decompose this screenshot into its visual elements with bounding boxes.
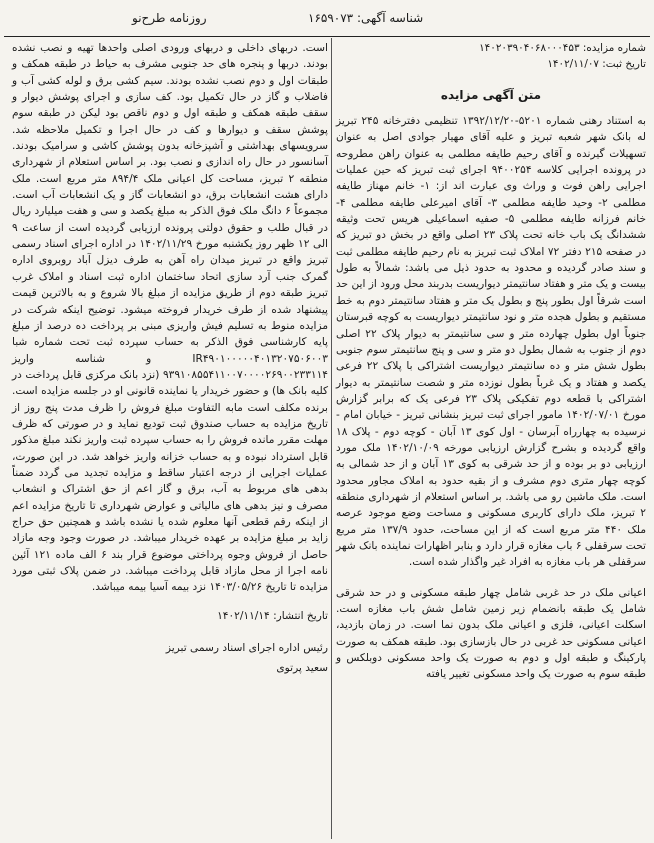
signer-name: سعید پرتوی [276,662,328,675]
registration-date: تاریخ ثبت: ۱۴۰۲/۱۱/۰۷ [547,58,646,71]
column-divider [331,38,332,839]
notice-id: شناسه آگهی: ۱۶۵۹۰۷۳ [308,11,424,25]
signature-block [12,640,328,677]
header-bar [4,4,650,37]
right-column [336,40,646,839]
notice-page [4,4,650,839]
auction-number: شماره مزایده: ۱۴۰۲۰۳۹۰۴۰۶۸۰۰۰۴۵۳ [479,42,646,54]
publish-date: تاریخ انتشار: ۱۴۰۲/۱۱/۱۴ [217,609,328,622]
notice-title: متن آگهی مزایده [440,87,542,102]
signer-title: رئیس اداره اجرای اسناد رسمی تبریز [165,642,328,655]
body-paragraph-3: است. دربهای داخلی و دربهای ورودی اصلی واحدها تهیه و نصب نشده بودند. دربها و پنجره های حد جنوبی مشرف به حیاط در طبقه همکف و طبقات اول و دوم نصب نشده بودند. سیم کشی برق و لوله کشی آب و فاضلاب و گاز در حال تکمیل بود. کف سازی و اجرای پوشش دیوار و سقف طبقه همکف و طبقه اول و دوم ناقص بود لیکن در طبقه سوم پوشش سقف و دیوارها و کف در حال اجرا و تکمیل ملاحظه شد. سرویسهای بهداشتی و آشپزخانه بدون پوشش کاشی و سرامیک بودند. آسانسور در حال راه اندازی و نصب بود. بر اساس استعلام از شهرداری منطقه ۲ تبریز، مساحت کل اعیانی ملک ۸۹۴/۴ متر مربع است. ملک دارای هشت انشعابات برق، دو انشعابات گاز و یک انشعابات آب است. مجموعاً ۶ دانگ ملک فوق الذکر به مبلغ یکصد و سی و هفت میلیارد ریال در قبال طلب و حقوق دولتی پرونده ارزیابی گردیده است از ساعت ۹ الی ۱۲ ظهر روز یکشنبه مورخ ۱۴۰۲/۱۱/۲۹ در اداره اجرای اسناد رسمی تبریز واقع در تبریز میدان راه آهن به طرف دیزل آباد روبروی اداره گمرک جنب آرد سازی اتحاد ساختمان اداره ثبت اسناد و املاک غرب تبریز طبقه دوم از طریق مزایده از مبلغ بالا شروع و به بالاترین قیمت پیشنهاد شده از طرف خریدار فروخته میشود. توضیح اینکه شرکت در مزایده منوط به تسلیم فیش واریزی مبنی بر پرداخت ده درصد از مبلغ پایه کارشناسی فوق الذکر به حساب سپرده ثبت تحت شماره شبا IR۴۹۰۱۰۰۰۰۰۴۰۱۳۲۰۷۵۰۶۰۰۳ و شناسه واریز ۹۳۹۱۰۸۵۵۴۱۱۰۰۷۰۰۰۰۲۶۹۰۰۲۳۳۱۱۴ (نزد بانک مرکزی قابل پرداخت در کلیه بانک ها) و حضور خریدار یا نماینده قانونی او در جلسه مزایده است. برنده مکلف است مابه التفاوت مبلغ فروش را ظرف مدت پنج روز از تاریخ مزایده به حساب صندوق ثبت تودیع نماید و در صورتی که ظرف مهلت مقرر مانده فروش را به حساب سپرده ثبت واریز نکند مبلغ مذکور قابل استرداد نبوده و به حساب خزانه واریز خواهد شد. در این صورت، عملیات اجرایی از درجه اعتبار ساقط و مزایده تجدید می گردد ضمناً بدهی های مربوط به آب، برق و گاز اعم از حق اشتراک و انشعاب مصرف و نیز بدهی های مالیاتی و عوارض شهرداری تا تاریخ مزایده اعم از اینکه رقم قطعی آنها معلوم شده یا نشده باشد و همچنین حق حراج زاید بر مبلغ مزایده بر عهده خریدار میباشد. در صورت وجود وجه مازاد حاصل از فروش وجوه پرداختی موضوع قرار بند ۶ الف ماده ۱۲۱ آئین نامه اجرا از محل مازاد قابل پرداخت میباشد. در ضمن پلاک ثبتی مورد مزایده تا تاریخ ۱۴۰۳/۰۵/۲۶ نزد بیمه آسیا بیمه میباشد. [12,42,329,594]
newspaper-name: روزنامه طرح‌نو [132,11,207,25]
body-paragraph-2: اعیانی ملک در حد غربی شامل چهار طبقه مسکونی و در حد شرقی شامل یک طبقه بانضمام زیر زمین شامل شش باب مغازه است. اسکلت اعیانی، فلزی و اعیانی ملک بدون نما است. در زمان بازدید، اعیانی مسکونی حد غربی در حال بازسازی بود. طبقه همکف به صورت پارکینگ و طبقه اول و دوم به صورت یک واحد مسکونی دوبلکس و طبقه سوم به صورت یک واحد مسکونی تغییر یافته [336,586,646,681]
left-column [12,40,328,839]
body-paragraph-1: به استناد رهنی شماره ۵۲۰۱-۱۳۹۲/۱۲/۲۰ تنظیمی دفترخانه ۲۴۵ تبریز له بانک شهر شعبه تبریز و علیه آقای مهیار جوادی اصل به عنوان تسهیلات گیرنده و آقای رحیم طایفه مطلمی به عنوان راهن مطروحه در پرونده اجرایی کلاسه ۹۴۰۰۲۵۴ اجرای ثبت تبریز که حین عملیات اجرایی راهن فوت و وراث وی عبارت اند از: ۱- خانم مهناز طایفه مطلمی ۲- وحید طایفه مطلمی ۳- آقای امیرعلی طایفه مطلمی ۴- خانم فرزانه طایفه مطلمی ۵- صفیه اسماعیلی هریس تحت وثیقه ششدانگ یک باب خانه تحت پلاک ۲۳ اصلی واقع در بخش دو تبریز که در صفحه ۲۱۵ دفتر ۷۲ املاک ثبت تبریز به نام رحیم طایفه مطلمی ثبت و سند صادر گردیده و محدود به حدود ذیل می باشد: شمالاً به طول بیست و یک متر و هفتاد سانتیمتر دیواریست بدربند محل ورود از این حد است شرقاً اول بطور پنج و بطول یک متر و هفتاد سانتیمتر دوم به خط مستقیم و بطول هجده متر و نود سانتیمتر دیواریست به کوچه قبرستان جنوباً اول بطول چهارده متر و سی سانتیمتر به دیوار پلاک ۲۲ اصلی دوم از جنوب به شمال بطول دو متر و سی و پنج سانتیمتر سوم جنوبی بطول شش متر و ده سانتیمتر دیواریست اشتراکی با پلاک ۲۲ فرعی یکصد و هفتاد و یک غرباً بطول نوزده متر و شصت سانتیمتر به دیوار اشتراکی با قطعه دوم تفکیکی پلاک ۲۳ فرعی یک که برابر گزارش مورخ ۱۴۰۲/۰۷/۰۱ مامور اجرای ثبت تبریز بنشانی تبریز - خیابان امام - نرسیده به چهارراه آبرسان - اول کوی ۱۳ آبان - کوچه دوم - پلاک ۱۸ واقع گردیده و بشرح گزارش ارزیابی مورخه ۱۴۰۲/۱۰/۰۹ ملک مورد ارزیابی دو بر بوده و از حد شرقی به کوی ۱۳ آبان و از حد شمالی به کوچه چهار متری دوم مشرف و از بقیه حدود به املاک مجاور محدود است. ملک ماشین رو می باشد. بر اساس استعلام از شهرداری منطقه ۲ تبریز، ملک دارای کاربری مسکونی و مساحت وضع موجود عرصه ملک ۴۴۰ متر مربع است که از این مساحت، حدود ۱۳۷/۹ متر مربع تحت سرقفلی ۶ باب مغازه قرار دارد و بنابر اظهارات نماینده بانک شهر سرقفلی هر باب مغازه به افراد غیر واگذار شده است. [336,115,647,569]
